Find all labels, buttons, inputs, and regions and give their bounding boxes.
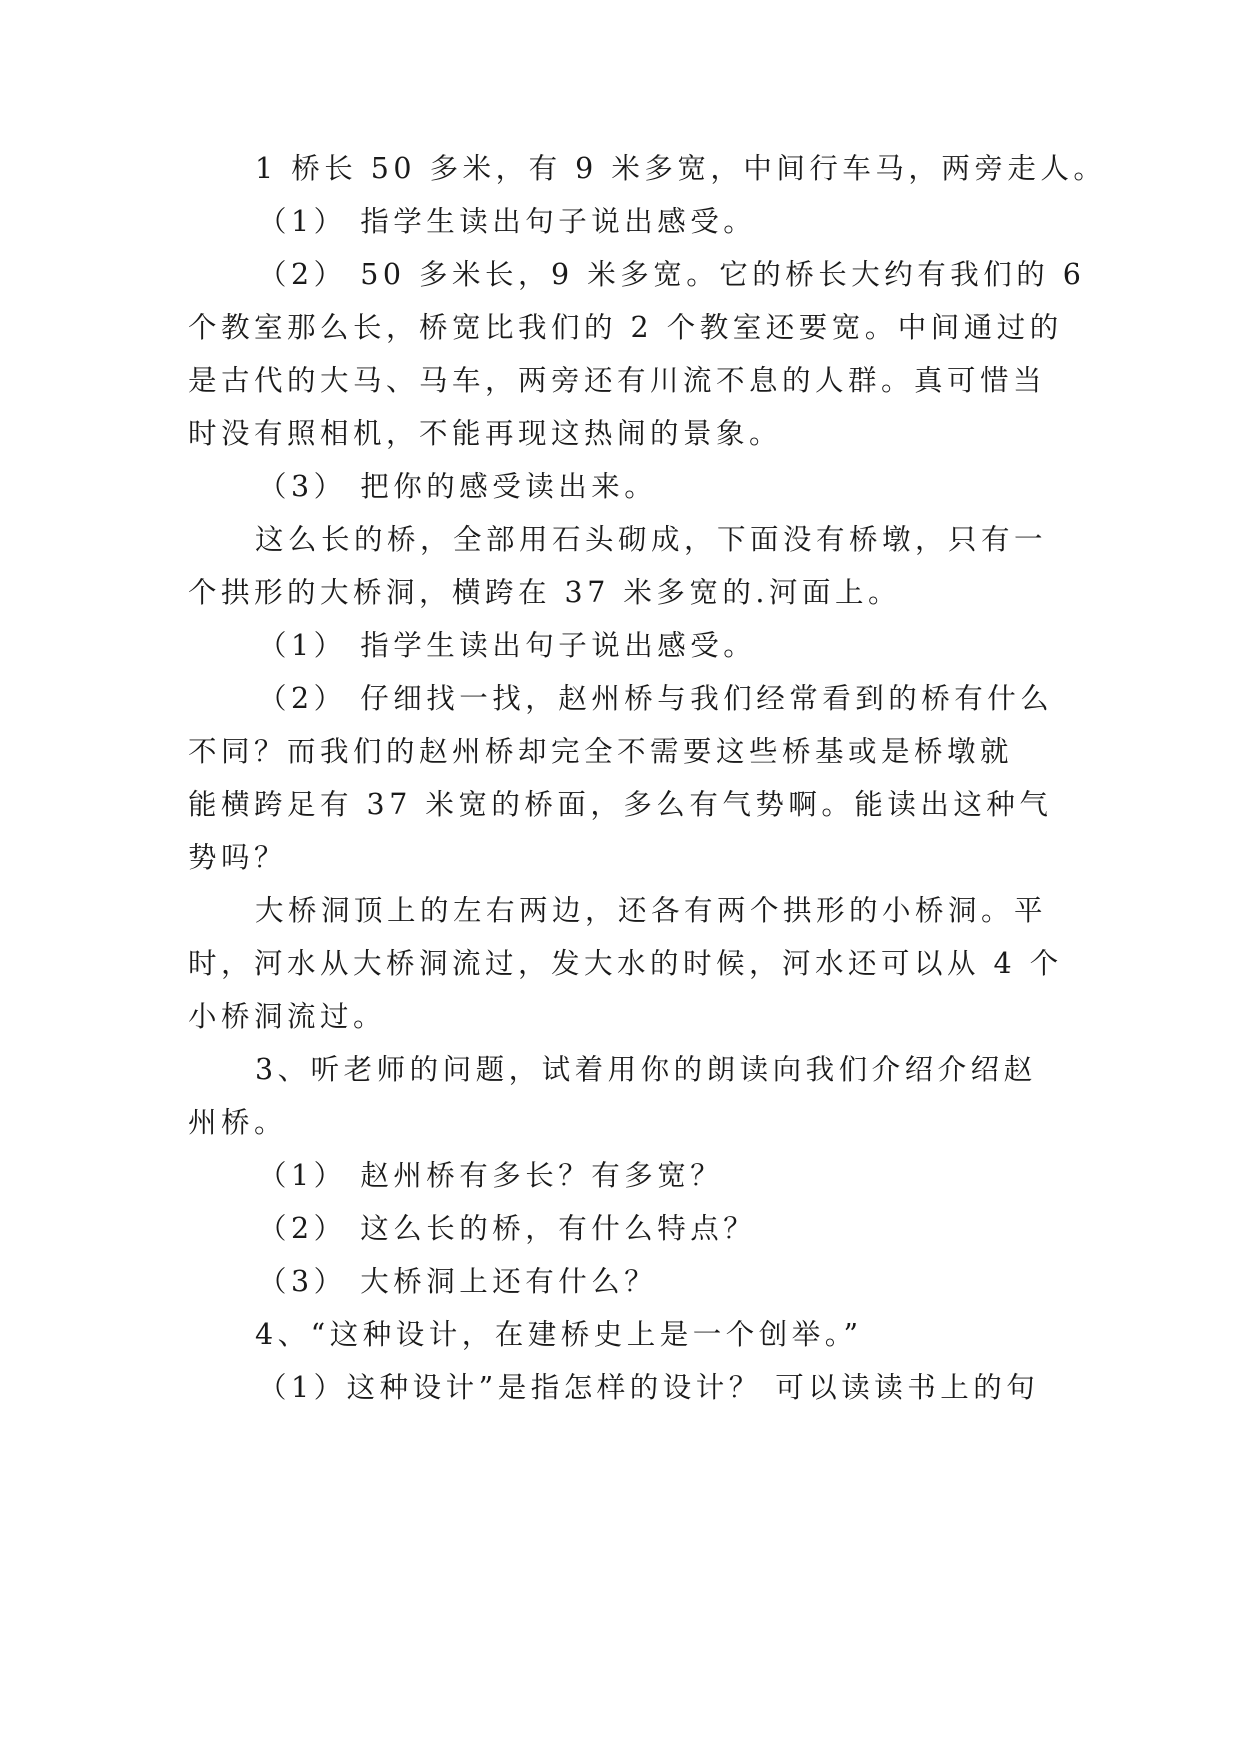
- text-line: 势吗？: [188, 841, 288, 874]
- text-line: 不同？而我们的赵州桥却完全不需要这些桥基或是桥墩就: [188, 735, 1014, 768]
- text-line: 4、“这种设计，在建桥史上是一个创举。”: [255, 1318, 863, 1351]
- text-line: 时没有照相机，不能再现这热闹的景象。: [188, 417, 783, 450]
- text-line: （1） 赵州桥有多长？有多宽？: [258, 1159, 724, 1192]
- text-line: （3） 大桥洞上还有什么？: [258, 1265, 658, 1298]
- text-line: 这么长的桥，全部用石头砌成，下面没有桥墩，只有一: [255, 523, 1048, 556]
- text-line: 小桥洞流过。: [188, 1000, 387, 1033]
- text-line: 个教室那么长，桥宽比我们的 2 个教室还要宽。中间通过的: [188, 311, 1063, 344]
- text-line: 能横跨足有 37 米宽的桥面，多么有气势啊。能读出这种气: [188, 788, 1053, 821]
- text-line: （2） 50 多米长，9 米多宽。它的桥长大约有我们的 6: [258, 258, 1086, 291]
- text-line: （1） 指学生读出句子说出感受。: [258, 205, 757, 238]
- text-line: 1 桥长 50 多米，有 9 米多宽，中间行车马，两旁走人。: [255, 152, 1107, 185]
- text-line: （2） 仔细找一找，赵州桥与我们经常看到的桥有什么: [258, 682, 1054, 715]
- text-line: 3、听老师的问题，试着用你的朗读向我们介绍介绍赵: [255, 1053, 1037, 1086]
- text-line: 时，河水从大桥洞流过，发大水的时候，河水还可以从 4 个: [188, 947, 1063, 980]
- text-line: 个拱形的大桥洞，横跨在 37 米多宽的.河面上。: [188, 576, 901, 609]
- text-line: （3） 把你的感受读出来。: [258, 470, 658, 503]
- text-line: 大桥洞顶上的左右两边，还各有两个拱形的小桥洞。平: [255, 894, 1048, 927]
- text-line: （2） 这么长的桥，有什么特点？: [258, 1212, 757, 1245]
- text-line: 是古代的大马、马车，两旁还有川流不息的人群。真可惜当: [188, 364, 1047, 397]
- text-line: （1）这种设计”是指怎样的设计？ 可以读读书上的句: [258, 1371, 1040, 1404]
- text-line: 州桥。: [188, 1106, 288, 1139]
- text-line: （1） 指学生读出句子说出感受。: [258, 629, 757, 662]
